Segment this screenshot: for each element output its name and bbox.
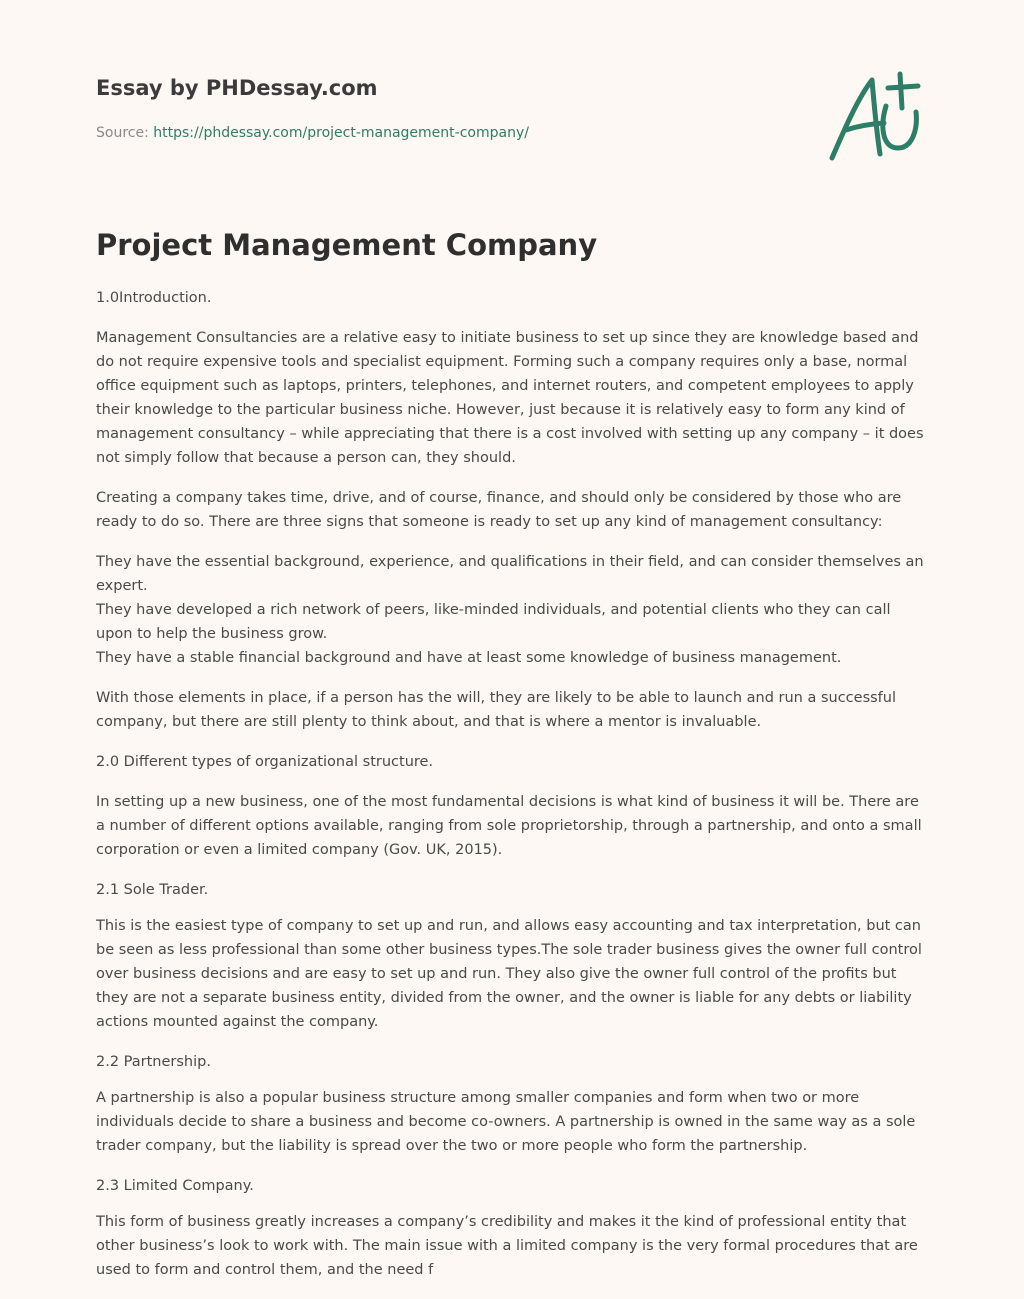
paragraph: In setting up a new business, one of the most fundamental decisions is what kind of business it will be. There are a number of different options available, ranging from sole proprietorship, through a partnership, and onto a small corporation or even a limited company (Gov. UK, 2015). [96,794,922,858]
paragraph: This is the easiest type of company to set up and run, and allows easy accounting and tax interpretation, but can be seen as less professional than some other business types.The sole trader business gives the owner full control over business decisions and are easy to set up and run. They also give the owner full control of the profits but they are not a separate business entity, divided from the owner, and the owner is liable for any debts or liability actions mounted against the company. [96,918,922,1030]
source-line [96,125,529,141]
paragraph: 1.0Introduction. [96,290,212,306]
a-plus-logo-icon [820,68,930,168]
source-link[interactable]: https://phdessay.com/project-management-company/ [153,125,529,141]
paragraph: Creating a company takes time, drive, and of course, finance, and should only be considered by those who are ready to do so. There are three signs that someone is ready to set up any kind of management consultancy: [96,490,902,530]
paragraph: This form of business greatly increases a company’s credibility and makes it the kind of professional entity that other business’s look to work with. The main issue with a limited company is the very formal procedures that are used to form and control them, and the need f [96,1214,918,1278]
section-heading: 2.2 Partnership. [96,1054,211,1070]
essay-title: Project Management Company [96,228,598,262]
paragraph: Management Consultancies are a relative easy to initiate business to set up since they are knowledge based and do not require expensive tools and specialist equipment. Forming such a company requires only a base, normal office equipment such as laptops, printers, telephones, and internet routers, and competent employees to apply their knowledge to the particular business niche. However, just because it is relatively easy to form any kind of management consultancy – while appreciating that there is a cost involved with setting up any company – it does not simply follow that because a person can, they should. [96,330,924,466]
essay-page [96,0,930,1278]
readiness-signs [96,550,930,670]
site-title: Essay by PHDessay.com [96,76,378,100]
essay-body [96,286,930,1298]
section-heading: 2.3 Limited Company. [96,1178,254,1194]
section-heading: 2.0 Different types of organizational structure. [96,754,434,770]
list-item: They have a stable financial background and have at least some knowledge of business management. [96,650,842,666]
list-item: They have the essential background, experience, and qualifications in their field, and can consider themselves an expert. [96,554,924,594]
paragraph: A partnership is also a popular business structure among smaller companies and form when two or more individuals decide to share a business and become co-owners. A partnership is owned in the same way as a sole trader company, but the liability is spread over the two or more people who form the partnership. [96,1090,916,1154]
section-heading: 2.1 Sole Trader. [96,882,209,898]
list-item: They have developed a rich network of peers, like-minded individuals, and potential clients who they can call upon to help the business grow. [96,602,891,642]
paragraph: With those elements in place, if a person has the will, they are likely to be able to launch and run a successful company, but there are still plenty to think about, and that is where a mentor is invaluable. [96,690,897,730]
source-label: Source: [96,125,149,141]
page-header [96,0,930,190]
